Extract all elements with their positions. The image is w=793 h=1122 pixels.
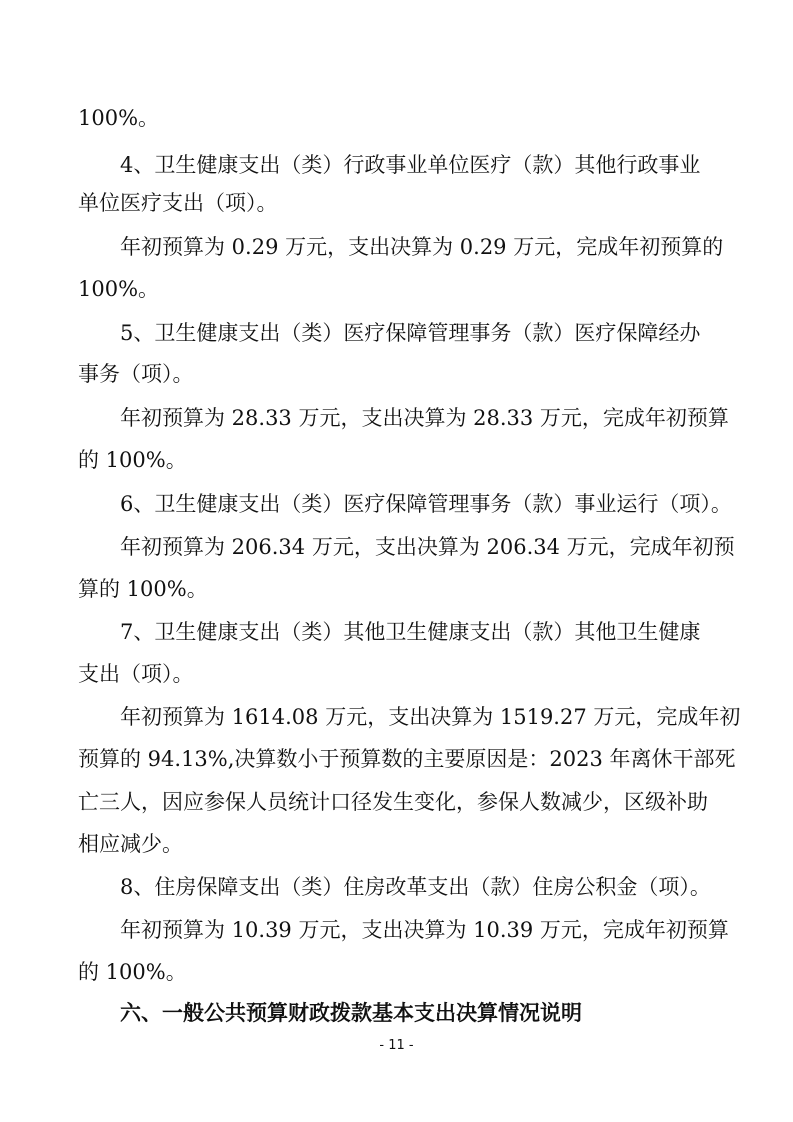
section-heading: 六、一般公共预算财政拨款基本支出决算情况说明 — [120, 1000, 582, 1025]
item-7-title: 7、卫生健康支出（类）其他卫生健康支出（款）其他卫生健康 — [120, 620, 701, 644]
text-line: 100%。 — [78, 277, 160, 301]
item-6-budget: 年初预算为 206.34 万元，支出决算为 206.34 万元，完成年初预 — [120, 535, 735, 559]
text-line: 预算的 94.13%,决算数小于预算数的主要原因是：2023 年离休干部死 — [78, 747, 736, 771]
item-6-title: 6、卫生健康支出（类）医疗保障管理事务（款）事业运行（项）。 — [120, 492, 732, 516]
item-8-budget: 年初预算为 10.39 万元，支出决算为 10.39 万元，完成年初预算 — [120, 918, 729, 942]
text-line: 相应减少。 — [78, 832, 183, 856]
text-line: 单位医疗支出（项）。 — [78, 191, 278, 215]
text-line: 的 100%。 — [78, 448, 187, 472]
item-8-title: 8、住房保障支出（类）住房改革支出（款）住房公积金（项）。 — [120, 875, 711, 899]
text-line: 事务（项）。 — [78, 362, 194, 386]
item-4-title: 4、卫生健康支出（类）行政事业单位医疗（款）其他行政事业 — [120, 153, 701, 177]
item-4-budget: 年初预算为 0.29 万元，支出决算为 0.29 万元，完成年初预算的 — [120, 235, 724, 259]
item-5-title: 5、卫生健康支出（类）医疗保障管理事务（款）医疗保障经办 — [120, 321, 701, 345]
page-number: - 11 - — [379, 1038, 414, 1053]
text-line: 的 100%。 — [78, 960, 187, 984]
item-7-budget: 年初预算为 1614.08 万元，支出决算为 1519.27 万元，完成年初 — [120, 705, 741, 729]
text-line: 亡三人，因应参保人员统计口径发生变化，参保人数减少，区级补助 — [78, 790, 708, 814]
text-line: 支出（项）。 — [78, 662, 194, 686]
item-5-budget: 年初预算为 28.33 万元，支出决算为 28.33 万元，完成年初预算 — [120, 406, 729, 430]
text-line: 100%。 — [78, 106, 160, 130]
text-line: 算的 100%。 — [78, 577, 208, 601]
